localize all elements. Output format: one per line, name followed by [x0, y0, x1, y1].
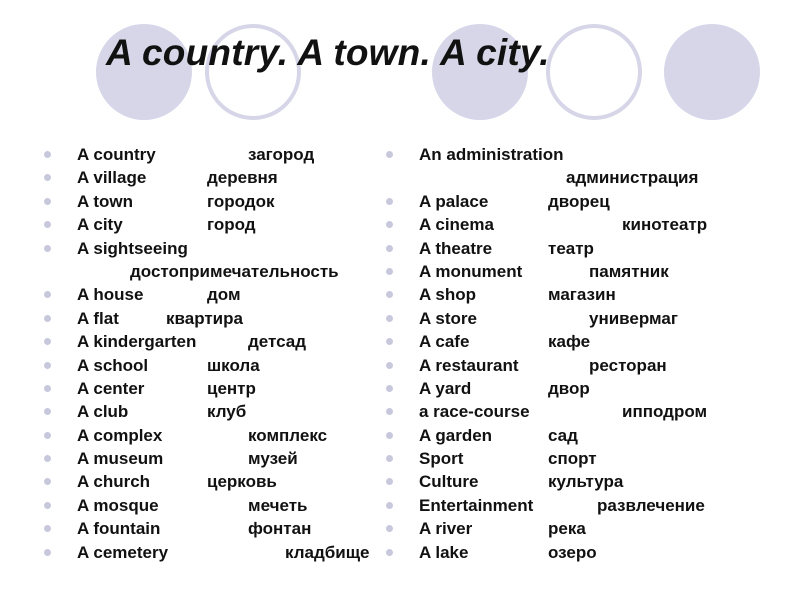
bullet-icon — [386, 408, 393, 415]
english-word: A church — [77, 472, 151, 492]
bullet-icon — [44, 432, 51, 439]
bullet-icon — [386, 549, 393, 556]
list-item — [386, 143, 731, 190]
list-item — [44, 470, 389, 493]
russian-word: церковь — [207, 472, 277, 492]
russian-word: детсад — [248, 332, 307, 352]
bullet-icon — [44, 478, 51, 485]
list-item — [44, 541, 389, 564]
english-word: A flat — [77, 308, 119, 328]
english-word: A town — [77, 191, 134, 211]
bullet-icon — [386, 245, 393, 252]
english-word: A sightseeing — [77, 238, 188, 258]
english-word: A fountain — [77, 519, 161, 539]
russian-word: город — [207, 215, 256, 235]
list-item — [386, 494, 731, 517]
english-word: A restaurant — [419, 355, 519, 375]
bullet-icon — [44, 549, 51, 556]
english-word: Entertainment — [419, 495, 534, 515]
english-word: A cemetery — [77, 542, 169, 562]
list-item — [44, 377, 389, 400]
list-item — [44, 400, 389, 423]
russian-word: памятник — [589, 261, 669, 281]
russian-word: ипподром — [622, 402, 708, 422]
english-word: A palace — [419, 191, 489, 211]
list-item — [44, 517, 389, 540]
list-item — [386, 354, 731, 377]
russian-word: музей — [248, 449, 298, 469]
russian-word: универмаг — [589, 308, 678, 328]
english-word: a race-course — [419, 402, 530, 422]
russian-word: театр — [548, 238, 594, 258]
russian-word: школа — [207, 355, 260, 375]
english-word: A lake — [419, 542, 469, 562]
english-word: A house — [77, 285, 144, 305]
bullet-icon — [386, 502, 393, 509]
list-item — [44, 166, 389, 189]
russian-word: квартира — [166, 308, 243, 328]
english-word: A school — [77, 355, 149, 375]
list-item — [44, 213, 389, 236]
list-item — [44, 447, 389, 470]
bullet-icon — [386, 385, 393, 392]
list-item — [44, 330, 389, 353]
bullet-icon — [386, 221, 393, 228]
list-item — [386, 517, 731, 540]
bullet-icon — [44, 362, 51, 369]
russian-word: мечеть — [248, 495, 308, 515]
english-word: A cafe — [419, 332, 470, 352]
right-vocabulary-list — [386, 143, 731, 564]
list-item — [386, 213, 731, 236]
russian-word: магазин — [548, 285, 616, 305]
bullet-icon — [386, 478, 393, 485]
english-word: A complex — [77, 425, 163, 445]
list-item — [386, 307, 731, 330]
list-item — [386, 260, 731, 283]
bullet-icon — [44, 198, 51, 205]
bullet-icon — [44, 221, 51, 228]
russian-word: дворец — [548, 191, 610, 211]
list-item — [386, 190, 731, 213]
bullet-icon — [44, 151, 51, 158]
russian-word: двор — [548, 378, 590, 398]
russian-word: река — [548, 519, 586, 539]
bullet-icon — [386, 315, 393, 322]
bullet-icon — [386, 291, 393, 298]
bullet-icon — [386, 432, 393, 439]
bullet-icon — [44, 338, 51, 345]
bullet-icon — [44, 315, 51, 322]
bullet-icon — [386, 338, 393, 345]
english-word: A store — [419, 308, 477, 328]
left-vocabulary-list — [44, 143, 389, 564]
list-item — [386, 541, 731, 564]
russian-word: деревня — [207, 168, 278, 188]
bullet-icon — [44, 525, 51, 532]
list-item — [44, 190, 389, 213]
bullet-icon — [44, 502, 51, 509]
decor-circle-4 — [546, 24, 642, 120]
bullet-icon — [386, 198, 393, 205]
list-item — [386, 447, 731, 470]
english-word: A mosque — [77, 495, 159, 515]
russian-word: кинотеатр — [622, 215, 708, 235]
russian-word: кладбище — [285, 542, 370, 562]
bullet-icon — [386, 362, 393, 369]
english-word: A garden — [419, 425, 493, 445]
bullet-icon — [44, 174, 51, 181]
list-item — [44, 494, 389, 517]
russian-word: развлечение — [597, 495, 705, 515]
russian-word: центр — [207, 378, 256, 398]
english-word: A village — [77, 168, 147, 188]
english-word: A museum — [77, 449, 164, 469]
list-item — [44, 283, 389, 306]
list-item — [44, 354, 389, 377]
russian-word: озеро — [548, 542, 597, 562]
list-item — [44, 424, 389, 447]
russian-word: ресторан — [589, 355, 667, 375]
english-word: Sport — [419, 449, 464, 469]
list-item — [386, 283, 731, 306]
russian-word: городок — [207, 191, 275, 211]
russian-word: достопримечательность — [130, 261, 339, 281]
english-word: A yard — [419, 378, 472, 398]
list-item — [386, 470, 731, 493]
bullet-icon — [386, 268, 393, 275]
slide-title: A country. A town. A city. — [106, 32, 550, 73]
list-item — [44, 237, 389, 284]
russian-word: клуб — [207, 402, 247, 422]
decor-circle-5 — [664, 24, 760, 120]
bullet-icon — [44, 455, 51, 462]
bullet-icon — [44, 408, 51, 415]
bullet-icon — [386, 151, 393, 158]
russian-word: сад — [548, 425, 578, 445]
bullet-icon — [386, 455, 393, 462]
english-word: A theatre — [419, 238, 493, 258]
russian-word: спорт — [548, 449, 597, 469]
list-item — [386, 237, 731, 260]
russian-word: дом — [207, 285, 241, 305]
english-word: A river — [419, 519, 473, 539]
list-item — [44, 143, 389, 166]
russian-word: фонтан — [248, 519, 312, 539]
english-word: A center — [77, 378, 145, 398]
russian-word: загород — [248, 145, 315, 164]
english-word: A monument — [419, 261, 523, 281]
russian-word: комплекс — [248, 425, 328, 445]
bullet-icon — [44, 245, 51, 252]
english-word: A shop — [419, 285, 476, 305]
list-item — [386, 330, 731, 353]
list-item — [386, 424, 731, 447]
russian-word: администрация — [566, 168, 699, 188]
bullet-icon — [386, 525, 393, 532]
russian-word: кафе — [548, 332, 591, 352]
bullet-icon — [44, 385, 51, 392]
bullet-icon — [44, 291, 51, 298]
list-item — [44, 307, 389, 330]
english-word: Culture — [419, 472, 479, 492]
english-word: A country — [77, 145, 156, 164]
russian-word: культура — [548, 472, 624, 492]
english-word: An administration — [419, 145, 564, 164]
list-item — [386, 377, 731, 400]
list-item — [386, 400, 731, 423]
english-word: A city — [77, 215, 123, 235]
english-word: A kindergarten — [77, 332, 197, 352]
english-word: A cinema — [419, 215, 494, 235]
english-word: A club — [77, 402, 129, 422]
